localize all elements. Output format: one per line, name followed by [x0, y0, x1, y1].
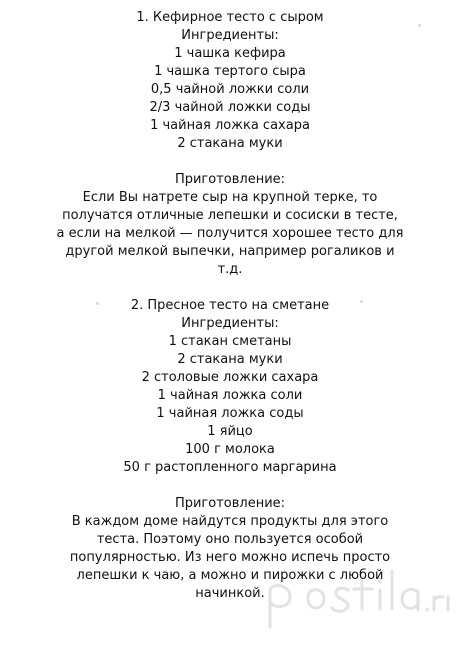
recipe-2 [0, 297, 460, 603]
document-page [0, 9, 460, 603]
recipe-1-preparation-line: а если на мелкой — получится хорошее тесто для [56, 226, 404, 241]
recipe-1-ingredient: 1 чашка кефира [174, 46, 286, 61]
recipe-2-ingredient: 1 яйцо [207, 424, 253, 439]
recipe-2-ingredient: 100 г молока [185, 442, 275, 457]
recipe-2-title: 2. Пресное тесто на сметане [130, 298, 330, 313]
recipe-2-ingredient: 1 чайная ложка соли [157, 388, 303, 403]
recipe-2-preparation-line: теста. Поэтому оно пользуется особой [96, 532, 364, 547]
spacer [0, 279, 460, 297]
stamp-logo-icon [262, 563, 452, 635]
recipe-2-ingredient: 2 стакана муки [177, 352, 283, 367]
recipe-1-preparation-line: Если Вы натрете сыр на крупной терке, то [82, 190, 378, 205]
recipe-1 [0, 9, 460, 279]
recipe-1-ingredient: 2/3 чайной ложки соды [149, 100, 311, 115]
recipe-2-ingredients-heading: Ингредиенты: [181, 316, 279, 331]
recipe-1-ingredient: 1 чайная ложка сахара [150, 118, 310, 133]
recipe-1-ingredient: 0,5 чайной ложки соли [150, 82, 310, 97]
recipe-2-ingredient: 50 г растопленного маргарина [123, 460, 337, 475]
recipe-1-preparation-heading: Приготовление: [174, 172, 286, 187]
paper-speck [96, 302, 99, 305]
paper-speck [418, 24, 421, 27]
paper-speck [360, 300, 363, 303]
recipe-1-ingredient: 1 чашка тертого сыра [154, 64, 306, 79]
recipe-1-title: 1. Кефирное тесто с сыром [136, 10, 324, 25]
recipe-2-ingredient: 1 чайная ложка соды [156, 406, 304, 421]
recipe-1-preparation-line: получатся отличные лепешки и сосиски в тесте, [62, 208, 398, 223]
recipe-2-preparation-line: лепешки к чаю, а можно и пирожки с любой [76, 568, 384, 583]
recipe-2-preparation-line: начинкой. [195, 586, 265, 601]
recipe-2-ingredient: 2 столовые ложки сахара [141, 370, 319, 385]
recipe-1-ingredient: 2 стакана муки [177, 136, 283, 151]
recipe-1-ingredients-heading: Ингредиенты: [181, 28, 279, 43]
spacer [0, 153, 460, 171]
recipe-2-preparation-line: популярностью. Из него можно испечь просто [69, 550, 391, 565]
recipe-2-ingredient: 1 стакан сметаны [168, 334, 292, 349]
recipe-1-preparation-line: другой мелкой выпечки, например рогаликов и [65, 244, 395, 259]
recipe-2-preparation-line: В каждом доме найдутся продукты для этого [71, 514, 389, 529]
recipe-2-preparation-heading: Приготовление: [174, 496, 286, 511]
spacer [0, 477, 460, 495]
recipe-1-preparation-line: т.д. [217, 262, 243, 277]
